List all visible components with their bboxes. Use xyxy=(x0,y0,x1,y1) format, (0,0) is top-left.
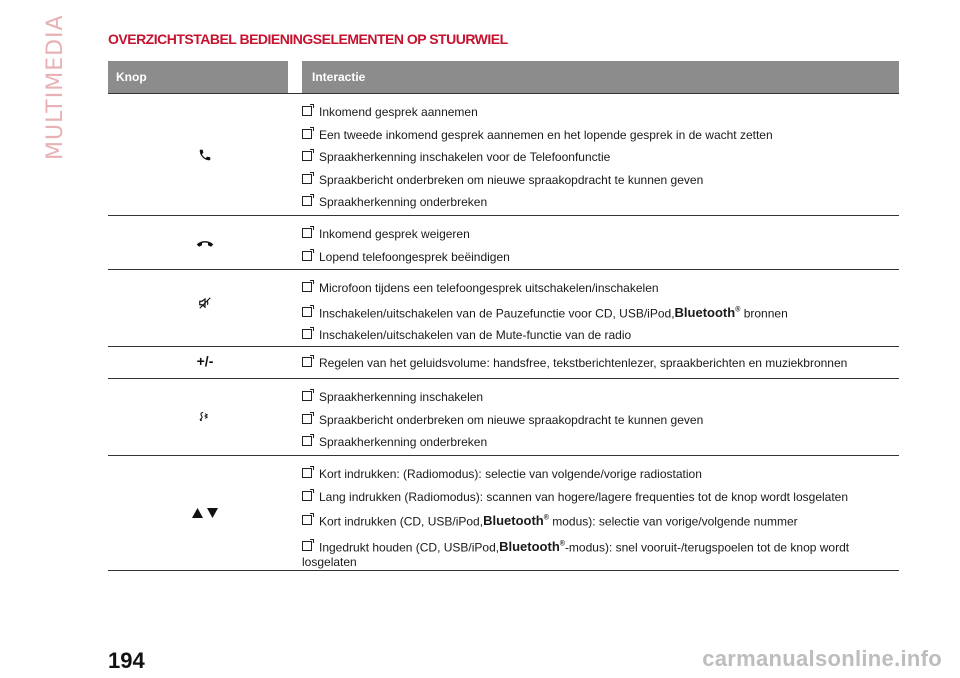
list-item: Kort indrukken (CD, USB/iPod,Bluetooth® modus): selectie van vorige/volgende nummer xyxy=(302,508,899,533)
list-item: Ingedrukt houden (CD, USB/iPod,Bluetooth®-modus): snel vooruit-/terugspoelen tot de knop wordt losgelaten xyxy=(302,539,850,570)
table-row xyxy=(108,456,899,571)
watermark: carmanualsonline.info xyxy=(702,646,942,671)
controls-table xyxy=(108,61,899,571)
checkbox-bullet-icon xyxy=(302,468,312,478)
volume-knob-label: +/- xyxy=(196,353,214,369)
list-item: Spraakbericht onderbreken om nieuwe spraakopdracht te kunnen geven xyxy=(302,409,899,432)
table-row xyxy=(108,347,899,379)
checkbox-bullet-icon xyxy=(302,151,312,161)
checkbox-bullet-icon xyxy=(302,541,312,551)
list-item: Spraakbericht onderbreken om nieuwe spraakopdracht te kunnen geven xyxy=(302,169,899,192)
checkbox-bullet-icon xyxy=(302,391,312,401)
checkbox-bullet-icon xyxy=(302,282,312,292)
phone-hangup-icon xyxy=(196,238,214,248)
bluetooth-brand: Bluetooth® xyxy=(483,513,549,529)
knob-cell xyxy=(108,347,302,378)
checkbox-bullet-icon xyxy=(302,129,312,139)
up-down-arrows-icon xyxy=(191,507,219,519)
list-item: Regelen van het geluidsvolume: handsfree, tekstberichtenlezer, spraakberichten en muziekbronnen xyxy=(302,352,899,375)
checkbox-bullet-icon xyxy=(302,228,312,238)
checkbox-bullet-icon xyxy=(302,174,312,184)
knob-cell xyxy=(108,270,302,346)
bluetooth-brand: Bluetooth® xyxy=(674,304,741,320)
list-item: Spraakherkenning inschakelen xyxy=(302,386,899,409)
knob-cell xyxy=(108,379,302,455)
list-item: Spraakherkenning onderbreken xyxy=(302,191,899,214)
checkbox-bullet-icon xyxy=(302,307,312,317)
list-item: Inschakelen/uitschakelen van de Mute-functie van de radio xyxy=(302,324,899,347)
phone-accept-icon xyxy=(198,148,212,162)
knob-cell xyxy=(108,216,302,269)
table-title: OVERZICHTSTABEL BEDIENINGSELEMENTEN OP STUURWIEL xyxy=(108,31,508,47)
table-row xyxy=(108,270,899,347)
list-item: Inkomend gesprek aannemen xyxy=(302,101,899,124)
voice-command-icon xyxy=(198,409,212,423)
list-item: Lang indrukken (Radiomodus): scannen van hogere/lagere frequenties tot de knop wordt losgelaten xyxy=(302,486,899,509)
mute-icon xyxy=(198,296,212,310)
table-row xyxy=(108,379,899,456)
table-header xyxy=(108,61,899,94)
checkbox-bullet-icon xyxy=(302,329,312,339)
header-knop: Knop xyxy=(108,61,288,93)
checkbox-bullet-icon xyxy=(302,436,312,446)
checkbox-bullet-icon xyxy=(302,414,312,424)
list-item: Kort indrukken: (Radiomodus): selectie van volgende/vorige radiostation xyxy=(302,463,899,486)
list-item: Lopend telefoongesprek beëindigen xyxy=(302,246,899,269)
list-item: Inschakelen/uitschakelen van de Pauzefunctie voor CD, USB/iPod,Bluetooth® bronnen xyxy=(302,300,899,325)
checkbox-bullet-icon xyxy=(302,196,312,206)
header-interactie: Interactie xyxy=(302,61,899,93)
checkbox-bullet-icon xyxy=(302,106,312,116)
checkbox-bullet-icon xyxy=(302,357,312,367)
page-number: 194 xyxy=(108,648,145,673)
list-item: Een tweede inkomend gesprek aannemen en het lopende gesprek in de wacht zetten xyxy=(302,124,899,147)
bluetooth-brand: Bluetooth® xyxy=(499,539,565,555)
list-item: Spraakherkenning onderbreken xyxy=(302,431,899,454)
table-row xyxy=(108,94,899,216)
checkbox-bullet-icon xyxy=(302,251,312,261)
table-row xyxy=(108,216,899,270)
knob-cell xyxy=(108,456,302,570)
knob-cell xyxy=(108,94,302,215)
section-side-label: MULTIMEDIA xyxy=(43,14,68,160)
list-item: Microfoon tijdens een telefoongesprek uitschakelen/inschakelen xyxy=(302,277,899,300)
list-item: Inkomend gesprek weigeren xyxy=(302,223,899,246)
checkbox-bullet-icon xyxy=(302,515,312,525)
checkbox-bullet-icon xyxy=(302,491,312,501)
list-item: Spraakherkenning inschakelen voor de Telefoonfunctie xyxy=(302,146,899,169)
